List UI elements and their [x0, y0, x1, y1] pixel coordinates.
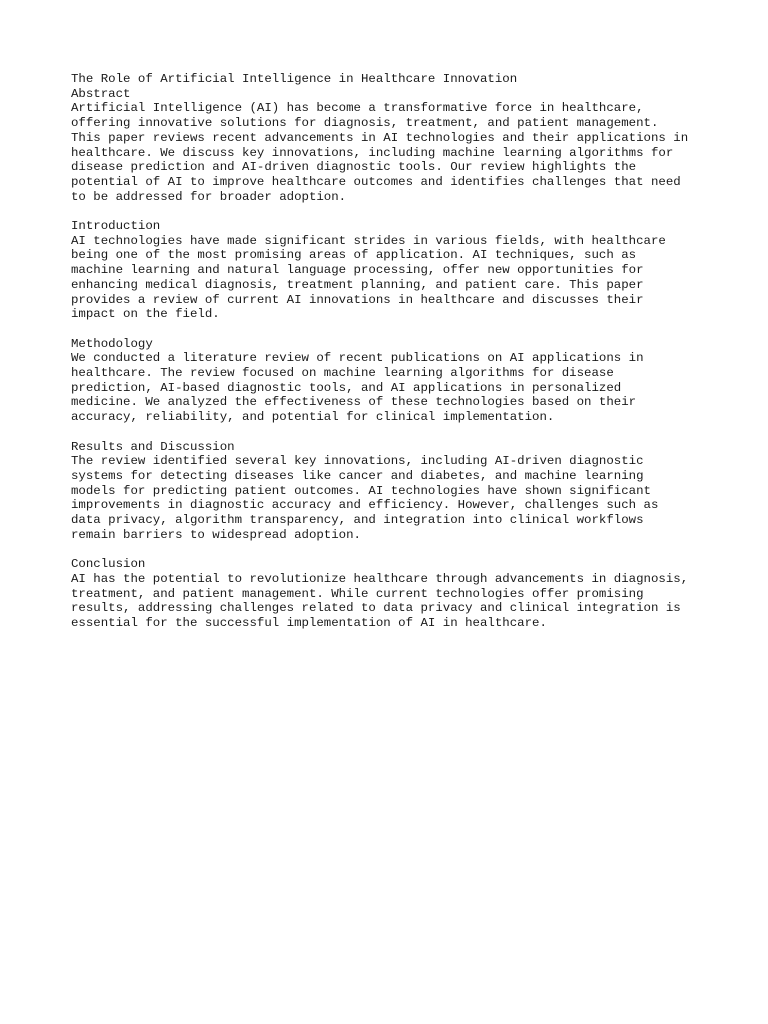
section-spacer	[71, 322, 731, 337]
paragraph-line: medicine. We analyzed the effectiveness of these technologies based on their	[71, 395, 637, 410]
paragraph-line: remain barriers to widespread adoption.	[71, 527, 361, 542]
paragraph-line: to be addressed for broader adoption.	[71, 189, 347, 204]
paragraph-line: AI technologies have made significant strides in various fields, with healthcare	[71, 233, 666, 248]
section-heading: Methodology	[71, 336, 153, 351]
paragraph-line: enhancing medical diagnosis, treatment planning, and patient care. This paper	[71, 277, 644, 292]
paragraph-line: AI has the potential to revolutionize healthcare through advancements in diagnosis,	[71, 571, 689, 586]
paragraph-line: We conducted a literature review of recent publications on AI applications in	[71, 351, 644, 366]
section-introduction	[71, 219, 731, 322]
paragraph-line: systems for detecting diseases like cancer and diabetes, and machine learning	[71, 468, 644, 483]
paragraph-line: improvements in diagnostic accuracy and efficiency. However, challenges such as	[71, 498, 659, 513]
paragraph-line: impact on the field.	[71, 307, 220, 322]
paragraph-line: results, addressing challenges related to data privacy and clinical integration is	[71, 601, 681, 616]
paragraph-line: provides a review of current AI innovations in healthcare and discusses their	[71, 292, 644, 307]
paragraph-line: potential of AI to improve healthcare outcomes and identifies challenges that need	[71, 174, 681, 189]
paragraph-line: data privacy, algorithm transparency, and integration into clinical workflows	[71, 513, 644, 528]
section-results-discussion	[71, 440, 731, 543]
paragraph-line: treatment, and patient management. While current technologies offer promising	[71, 586, 644, 601]
section-abstract	[71, 87, 731, 205]
section-heading: Abstract	[71, 86, 131, 101]
paragraph-line: accuracy, reliability, and potential for clinical implementation.	[71, 410, 555, 425]
section-heading: Conclusion	[71, 557, 146, 572]
section-spacer	[71, 425, 731, 440]
paragraph-line: The review identified several key innovations, including AI-driven diagnostic	[71, 454, 644, 469]
document-title: The Role of Artificial Intelligence in Healthcare Innovation	[71, 72, 518, 86]
paragraph-line: being one of the most promising areas of application. AI techniques, such as	[71, 248, 637, 263]
paragraph-line: disease prediction and AI-driven diagnostic tools. Our review highlights the	[71, 160, 637, 175]
paragraph-line: prediction, AI-based diagnostic tools, and AI applications in personalized	[71, 380, 622, 395]
section-conclusion	[71, 557, 731, 631]
section-heading: Results and Discussion	[71, 439, 235, 454]
section-methodology	[71, 337, 731, 425]
paragraph-line: This paper reviews recent advancements in AI technologies and their applications in	[71, 130, 689, 145]
paragraph-line: machine learning and natural language processing, offer new opportunities for	[71, 263, 644, 278]
paragraph-line: models for predicting patient outcomes. AI technologies have shown significant	[71, 483, 651, 498]
section-heading: Introduction	[71, 219, 161, 234]
section-spacer	[71, 204, 731, 219]
paragraph-line: healthcare. We discuss key innovations, including machine learning algorithms for	[71, 145, 674, 160]
paragraph-line: offering innovative solutions for diagnosis, treatment, and patient management.	[71, 116, 659, 131]
paragraph-line: healthcare. The review focused on machine learning algorithms for disease	[71, 366, 614, 381]
document-page	[71, 72, 731, 631]
section-spacer	[71, 542, 731, 557]
paragraph-line: Artificial Intelligence (AI) has become a transformative force in healthcare,	[71, 101, 644, 116]
paragraph-line: essential for the successful implementation of AI in healthcare.	[71, 615, 547, 630]
